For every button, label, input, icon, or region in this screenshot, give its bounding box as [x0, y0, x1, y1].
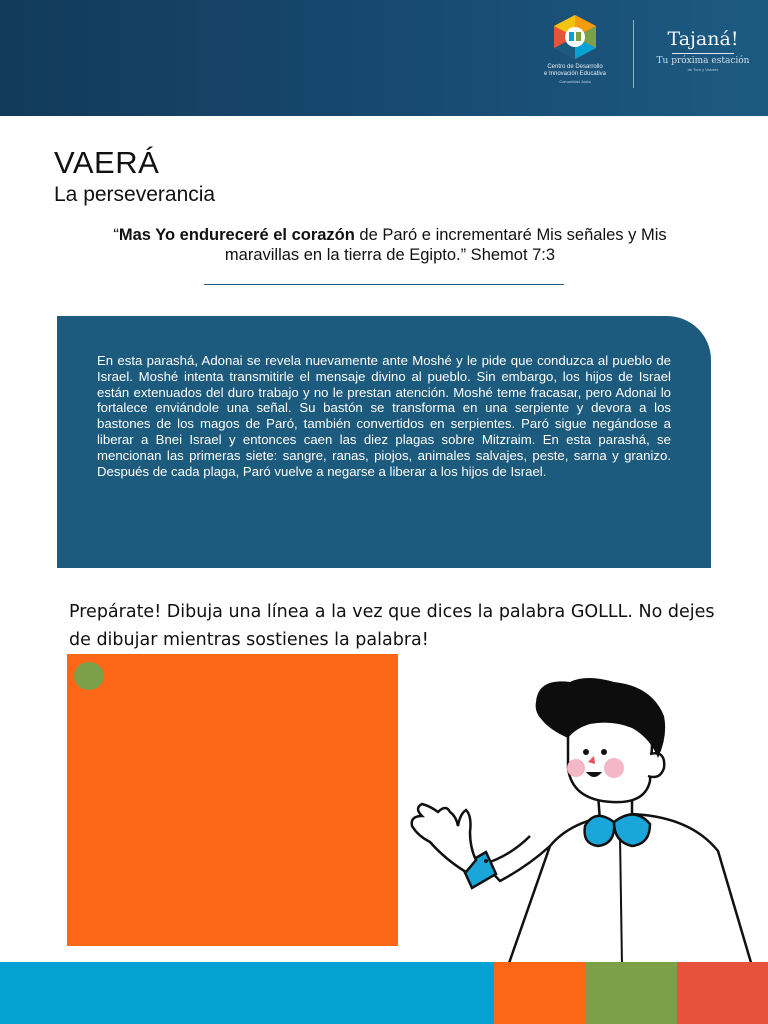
- quote-bold: Mas Yo endureceré el corazón: [118, 226, 355, 244]
- activity-instruction: Prepárate! Dibuja una línea a la vez que dices la palabra GOLLL. No dejes de dibujar mientras sostienes la palabra!: [69, 602, 715, 650]
- brand-title: Tajaná!: [667, 28, 739, 50]
- page-title: VAERÁ: [54, 145, 160, 180]
- quote-rest: de Paró e incrementaré Mis señales y Mis maravillas en la tierra de Egipto.” Shemot 7:3: [224, 226, 667, 264]
- footer-segment-red: [677, 962, 768, 1024]
- footer-segment-blue: [0, 962, 494, 1024]
- brand: [648, 28, 758, 72]
- summary-panel: [57, 316, 711, 568]
- logo-line-3: Comunidad Judía: [559, 79, 591, 84]
- page-subtitle: La perseverancia: [54, 183, 216, 206]
- quote-open-mark: “: [113, 226, 119, 244]
- footer-segment-orange: [494, 962, 585, 1024]
- logo-line-1: Centro de Desarrollo: [547, 64, 603, 70]
- quote-divider: [204, 284, 564, 285]
- summary-text: En esta parashá, Adonai se revela nuevamente ante Moshé y le pide que conduzca al pueblo de Israel. Moshé intenta transmitirle el mensaje divino al pueblo. Sin embargo, los hijos de Israel están extenuados del duro trabajo y no le prestan atención. Moshé teme fracasar, pero Adonai lo fortalece enviándole una señal. Su bastón se transforma en una serpiente y devora a los bastones de los magos de Paró, también convertidos en serpientes. Paró sigue negándose a liberar a Bnei Israel y entonces caen las diez plagas sobre Mitzraim. En esta parashá, se mencionan las primeras siete: sangre, ranas, piojos, animales salvajes, peste, sarna y granizo. Después de cada plaga, Paró vuelve a negarse a liberar a los hijos de Israel.: [97, 353, 671, 479]
- logo: [530, 14, 620, 94]
- educational-center-logo-icon: [551, 14, 599, 60]
- brand-subtitle: Tu próxima estación: [656, 56, 750, 66]
- footer-stripe: [0, 962, 768, 1024]
- header-divider: [633, 20, 634, 88]
- header-banner: [0, 0, 768, 116]
- green-start-dot-icon[interactable]: [74, 662, 104, 690]
- presenting-boy-illustration-icon: [400, 676, 768, 966]
- brand-rule: [672, 53, 734, 54]
- footer-segment-green: [585, 962, 677, 1024]
- scripture-quote: [80, 225, 700, 265]
- brand-subtitle-2: de Torá y Valores: [687, 67, 719, 72]
- logo-line-2: e Innovación Educativa: [543, 71, 607, 77]
- drawing-board[interactable]: [67, 654, 398, 946]
- logo-caption: [530, 64, 620, 85]
